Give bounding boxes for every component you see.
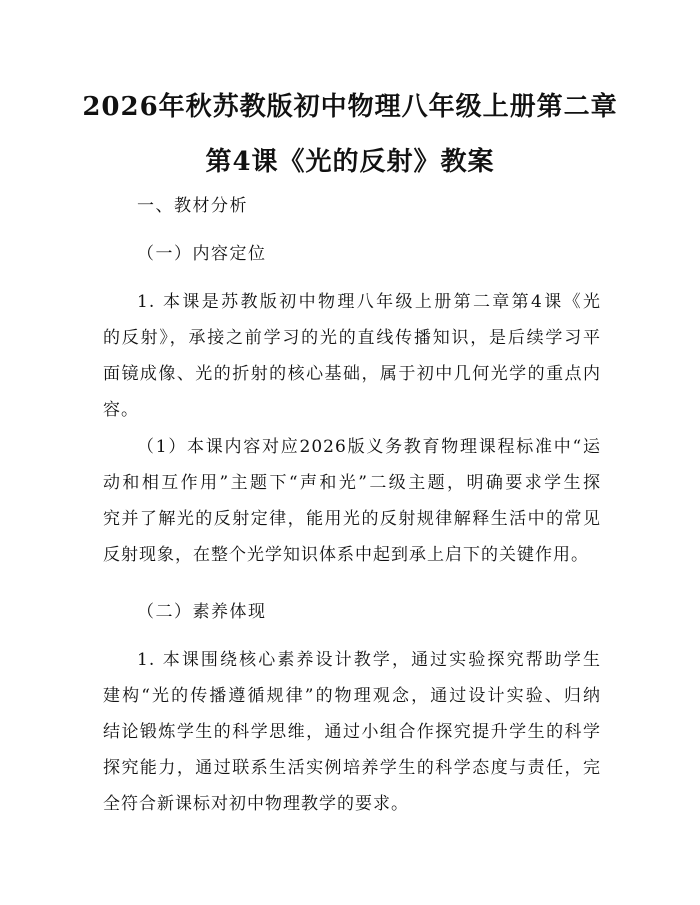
paragraph-2-line-2: 动和相互作用”主题下“声和光”二级主题，明确要求学生探	[103, 473, 601, 493]
document-title-line-1: 2026年秋苏教版初中物理八年级上册第二章	[82, 92, 618, 122]
paragraph-1-line-1: 1. 本课是苏教版初中物理八年级上册第二章第4课《光	[137, 292, 601, 312]
paragraph-1-line-4: 容。	[103, 400, 139, 420]
paragraph-3-line-4: 探究能力，通过联系生活实例培养学生的科学态度与责任，完	[103, 758, 601, 778]
paragraph-2	[103, 429, 601, 573]
paragraph-2-line-1: （1）本课内容对应2026版义务教育物理课程标准中“运	[137, 437, 601, 457]
paragraph-3	[103, 642, 601, 822]
subsection-heading-literacy: （二）素养体现	[137, 602, 267, 622]
document-title-line-2: 第4课《光的反射》教案	[205, 147, 495, 177]
paragraph-1	[103, 284, 601, 428]
paragraph-3-line-1: 1. 本课围绕核心素养设计教学，通过实验探究帮助学生	[137, 650, 601, 670]
paragraph-2-line-4: 反射现象，在整个光学知识体系中起到承上启下的关键作用。	[103, 545, 589, 565]
section-heading-textbook-analysis: 一、教材分析	[137, 196, 248, 216]
paragraph-1-line-2: 的反射》，承接之前学习的光的直线传播知识，是后续学习平	[103, 328, 601, 348]
paragraph-3-line-3: 结论锻炼学生的科学思维，通过小组合作探究提升学生的科学	[103, 722, 601, 742]
paragraph-1-line-3: 面镜成像、光的折射的核心基础，属于初中几何光学的重点内	[103, 364, 601, 384]
paragraph-2-line-3: 究并了解光的反射定律，能用光的反射规律解释生活中的常见	[103, 509, 601, 529]
paragraph-3-line-2: 建构“光的传播遵循规律”的物理观念，通过设计实验、归纳	[103, 686, 601, 706]
paragraph-3-line-5: 全符合新课标对初中物理教学的要求。	[103, 794, 409, 814]
subsection-heading-content-positioning: （一）内容定位	[137, 244, 267, 264]
